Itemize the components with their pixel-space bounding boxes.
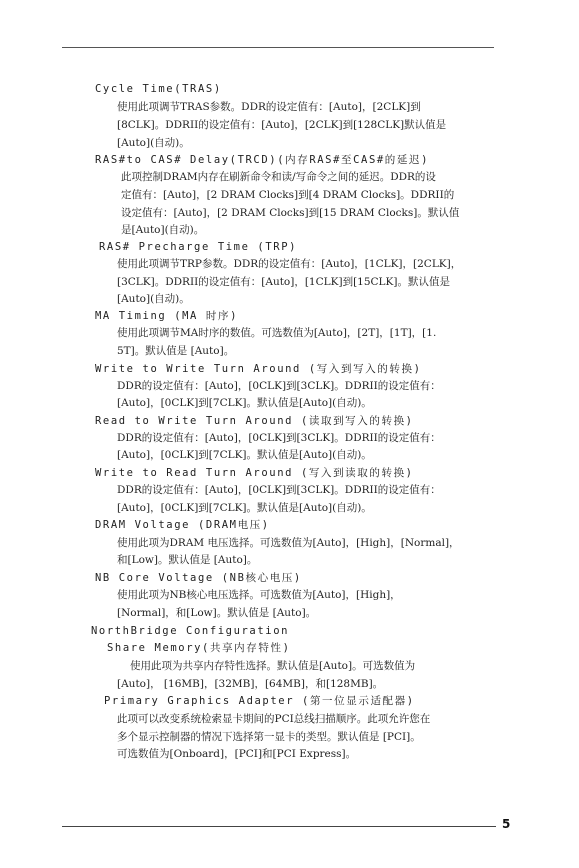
section-heading: NorthBridge Configuration [91,625,290,637]
body-line: [Normal]，和[Low]。默认值是 [Auto]。 [117,607,317,619]
bottom-divider [62,826,496,827]
body-line: 设定值有：[Auto]，[2 DRAM Clocks]到[15 DRAM Clocks]。默认值 [121,207,460,219]
body-line: DDR的设定值有：[Auto]，[0CLK]到[3CLK]。DDRII的设定值有： [117,484,441,496]
body-line: [3CLK]。DDRII的设定值有：[Auto]，[1CLK]到[15CLK]。默认值是 [117,276,450,288]
section-heading: Primary Graphics Adapter (第一位显示适配器) [104,695,415,707]
body-line: [Auto]，[0CLK]到[7CLK]。默认值是[Auto](自动)。 [117,502,372,514]
body-line: [Auto](自动)。 [117,137,190,149]
body-line: DDR的设定值有：[Auto]，[0CLK]到[3CLK]。DDRII的设定值有： [117,432,441,444]
body-line: 此项可以改变系统检索显卡期间的PCI总线扫描顺序。此项允许您在 [117,713,431,725]
body-line: 可选数值为[Onboard]，[PCI]和[PCI Express]。 [117,748,357,760]
body-line: [Auto](自动)。 [117,293,190,305]
section-heading: Cycle Time(TRAS) [95,83,222,95]
body-line: [Auto]，[0CLK]到[7CLK]。默认值是[Auto](自动)。 [117,449,372,461]
section-heading: Write to Write Turn Around (写入到写入的转换) [95,363,422,375]
body-line: 使用此项为NB核心电压选择。可选数值为[Auto]，[High]， [117,589,401,601]
body-line: 使用此项调节TRAS参数。DDR的设定值有：[Auto]，[2CLK]到 [117,101,421,113]
section-heading: NB Core Voltage (NB核心电压) [95,572,302,584]
body-line: 使用此项调节TRP参数。DDR的设定值有：[Auto]，[1CLK]，[2CLK]， [117,258,462,270]
body-line: 是[Auto](自动)。 [121,224,205,236]
body-line: 和[Low]。默认值是 [Auto]。 [117,554,258,566]
section-heading: Read to Write Turn Around (读取到写入的转换) [95,415,414,427]
body-line: DDR的设定值有：[Auto]，[0CLK]到[3CLK]。DDRII的设定值有： [117,380,441,392]
body-line: 此项控制DRAM内存在刷新命令和读/写命令之间的延迟。DDR的设 [121,171,436,183]
body-line: [Auto]， [16MB]，[32MB]，[64MB]，和[128MB]。 [117,678,384,690]
body-line: 使用此项为共享内存特性选择。默认值是[Auto]。可选数值为 [130,660,416,672]
section-heading: RAS#to CAS# Delay(TRCD)(内存RAS#至CAS#的延迟) [95,154,430,166]
body-line: [Auto]，[0CLK]到[7CLK]。默认值是[Auto](自动)。 [117,397,372,409]
body-line: 定值有：[Auto]，[2 DRAM Clocks]到[4 DRAM Clocks]。DDRII的 [121,189,455,201]
body-line: 5T]。默认值是 [Auto]。 [117,345,235,357]
body-line: [8CLK]。DDRII的设定值有：[Auto]，[2CLK]到[128CLK]默认值是 [117,119,447,131]
section-heading: DRAM Voltage (DRAM电压) [95,519,270,531]
page-number: 5 [502,817,511,831]
section-heading: Write to Read Turn Around (写入到读取的转换) [95,467,414,479]
body-line: 使用此项为DRAM 电压选择。可选数值为[Auto]，[High]，[Normal]， [117,537,460,549]
section-heading: Share Memory(共享内存特性) [107,642,291,654]
section-heading: MA Timing (MA 时序) [95,310,239,322]
body-line: 使用此项调节MA时序的数值。可选数值为[Auto]，[2T]，[1T]，[1. [117,327,437,339]
body-line: 多个显示控制器的情况下选择第一显卡的类型。默认值是 [PCI]。 [117,731,421,743]
top-divider [62,47,494,48]
section-heading: RAS# Precharge Time (TRP) [99,241,298,253]
